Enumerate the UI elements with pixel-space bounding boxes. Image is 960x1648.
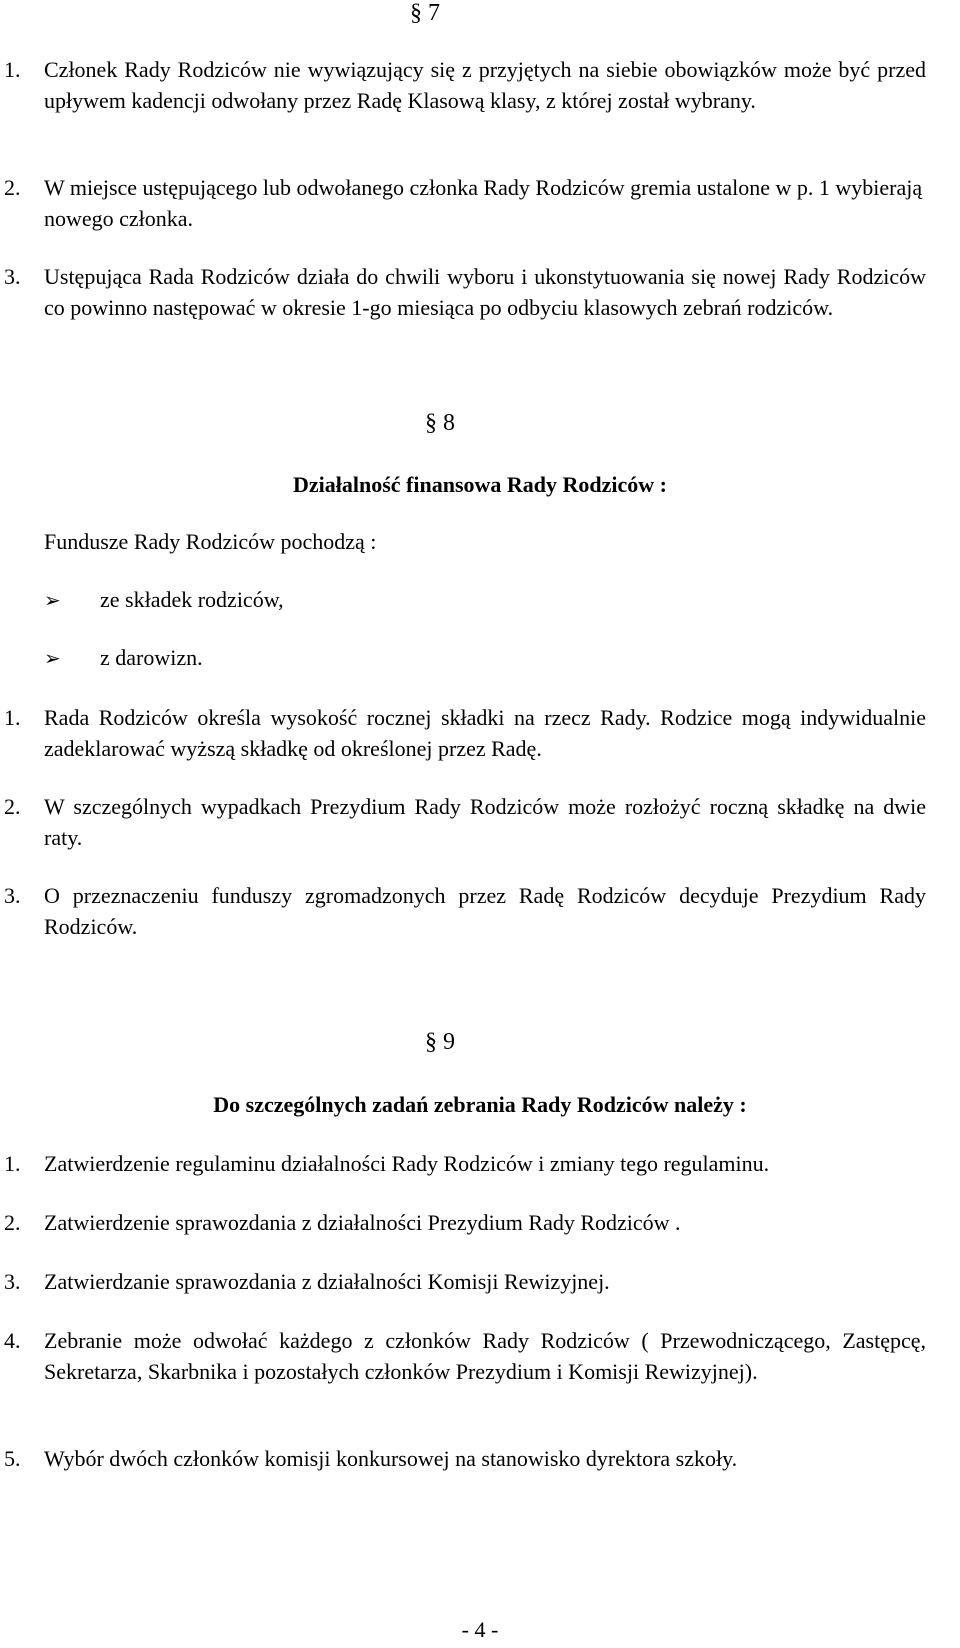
item-text: Zebranie może odwołać każdego z członków Rady Rodziców ( Przewodniczącego, Zastępcę, Sekretarza, Skarbnika i pozostałych członków Prezydium i Komisji Rewizyjnej). bbox=[44, 1328, 926, 1384]
s8-item-1 bbox=[4, 703, 926, 764]
item-text: W miejsce ustępującego lub odwołanego członka Rady Rodziców gremia ustalone w p. 1 wybierają nowego członka. bbox=[44, 175, 923, 231]
funds-intro: Fundusze Rady Rodziców pochodzą : bbox=[44, 529, 377, 554]
item-number: 3. bbox=[4, 883, 21, 908]
s7-item-3 bbox=[4, 262, 926, 323]
arrow-bullet-icon: ➢ bbox=[44, 648, 61, 670]
s7-item-1 bbox=[4, 55, 926, 116]
s9-item-5 bbox=[4, 1444, 926, 1475]
item-number: 1. bbox=[4, 57, 21, 82]
item-number: 4. bbox=[4, 1328, 21, 1353]
item-number: 1. bbox=[4, 705, 21, 730]
item-text: Wybór dwóch członków komisji konkursowej na stanowisko dyrektora szkoły. bbox=[44, 1446, 738, 1471]
item-number: 3. bbox=[4, 1269, 21, 1294]
section-9-heading: Do szczególnych zadań zebrania Rady Rodziców należy : bbox=[213, 1092, 747, 1117]
item-number: 2. bbox=[4, 1210, 21, 1235]
item-text: Zatwierdzenie sprawozdania z działalności Prezydium Rady Rodziców . bbox=[44, 1210, 681, 1235]
item-text: Zatwierdzanie sprawozdania z działalności Komisji Rewizyjnej. bbox=[44, 1269, 610, 1294]
s8-item-3 bbox=[4, 881, 926, 942]
item-number: 2. bbox=[4, 794, 21, 819]
bullet-text: z darowizn. bbox=[100, 645, 203, 670]
item-number: 5. bbox=[4, 1446, 21, 1471]
s8-item-2 bbox=[4, 792, 926, 853]
bullet-item bbox=[44, 587, 284, 613]
s9-item-1 bbox=[4, 1149, 926, 1180]
s7-item-2 bbox=[4, 173, 926, 234]
bullet-text: ze składek rodziców, bbox=[100, 587, 284, 612]
s9-item-2 bbox=[4, 1208, 926, 1239]
item-text: O przeznaczeniu funduszy zgromadzonych przez Radę Rodziców decyduje Prezydium Rady Rodziców. bbox=[44, 883, 926, 939]
page-number: - 4 - bbox=[461, 1617, 499, 1642]
section-mark-8: § 8 bbox=[425, 410, 455, 436]
item-text: Ustępująca Rada Rodziców działa do chwili wyboru i ukonstytuowania się nowej Rady Rodziców co powinno następować w okresie 1-go miesiąca po odbyciu klasowych zebrań rodziców. bbox=[44, 264, 926, 320]
arrow-bullet-icon: ➢ bbox=[44, 590, 61, 612]
item-number: 2. bbox=[4, 175, 21, 200]
item-number: 3. bbox=[4, 264, 21, 289]
section-mark-9: § 9 bbox=[425, 1029, 455, 1055]
item-text: Zatwierdzenie regulaminu działalności Rady Rodziców i zmiany tego regulaminu. bbox=[44, 1151, 770, 1176]
bullet-item bbox=[44, 645, 203, 671]
item-text: Rada Rodziców określa wysokość rocznej składki na rzecz Rady. Rodzice mogą indywidualnie zadeklarować wyższą składkę od określonej przez Radę. bbox=[44, 705, 926, 761]
item-number: 1. bbox=[4, 1151, 21, 1176]
section-mark-7: § 7 bbox=[410, 0, 440, 26]
section-8-heading: Działalność finansowa Rady Rodziców : bbox=[292, 472, 667, 497]
item-text: Członek Rady Rodziców nie wywiązujący się z przyjętych na siebie obowiązków może być przed upływem kadencji odwołany przez Radę Klasową klasy, z której został wybrany. bbox=[44, 57, 926, 113]
s9-item-4 bbox=[4, 1326, 926, 1387]
s9-item-3 bbox=[4, 1267, 926, 1298]
item-text: W szczególnych wypadkach Prezydium Rady Rodziców może rozłożyć roczną składkę na dwie raty. bbox=[44, 794, 926, 850]
